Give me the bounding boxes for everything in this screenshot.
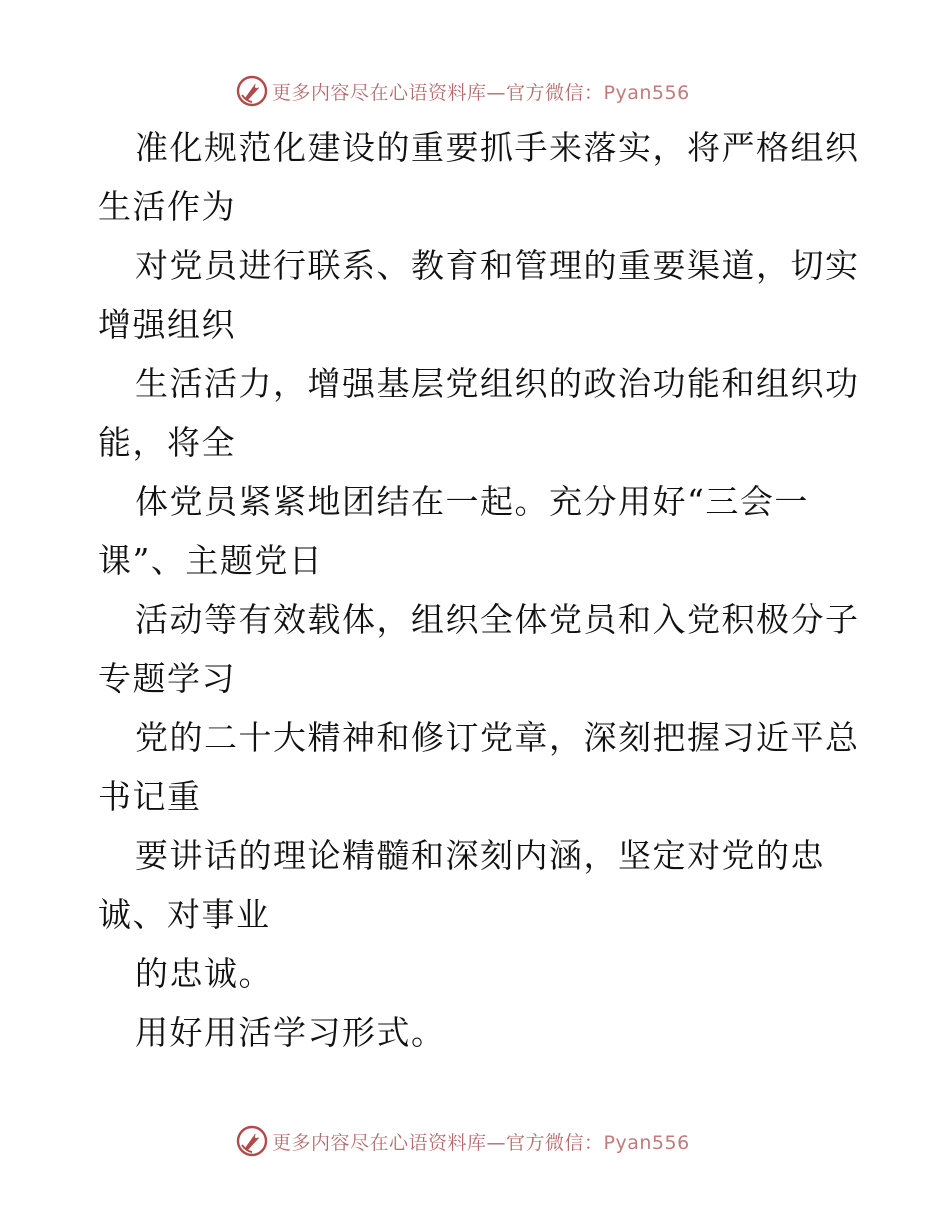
watermark-wechat-id: Pyan556	[603, 81, 690, 104]
document-body	[98, 118, 858, 1062]
watermark-separator: —	[486, 1131, 507, 1154]
watermark-label: 官方微信：	[506, 1131, 604, 1154]
paragraph-line: 专题学习	[98, 659, 236, 698]
paragraph-line: 党的二十大精神和修订党章，深刻把握习近平总	[135, 718, 860, 757]
footer-watermark	[236, 1124, 690, 1158]
watermark-separator: —	[486, 81, 507, 104]
paragraph-line: 书记重	[98, 777, 202, 816]
paragraph-line: 生活活力，增强基层党组织的政治功能和组织功	[135, 364, 860, 403]
paragraph-line: 体党员紧紧地团结在一起。充分用好“三会一	[135, 482, 809, 521]
header-watermark	[236, 74, 690, 108]
pen-nib-logo-icon	[236, 75, 268, 107]
paragraph-line: 增强组织	[98, 305, 236, 344]
paragraph-line: 的忠诚。	[135, 954, 273, 993]
paragraph-line: 能，将全	[98, 423, 236, 462]
paragraph-line: 生活作为	[98, 187, 236, 226]
paragraph-line: 课”、主题党日	[98, 541, 324, 580]
watermark-wechat-id: Pyan556	[603, 1131, 690, 1154]
watermark-brand-text: 更多内容尽在心语资料库	[272, 1131, 487, 1154]
watermark-brand-text: 更多内容尽在心语资料库	[272, 81, 487, 104]
paragraph-line: 要讲话的理论精髓和深刻内涵，坚定对党的忠	[135, 836, 825, 875]
paragraph-line: 用好用活学习形式。	[135, 1013, 446, 1052]
pen-nib-logo-icon	[236, 1125, 268, 1157]
paragraph-line: 诚、对事业	[98, 895, 271, 934]
watermark-label: 官方微信：	[506, 81, 604, 104]
paragraph-line: 活动等有效载体，组织全体党员和入党积极分子	[135, 600, 860, 639]
paragraph-line: 对党员进行联系、教育和管理的重要渠道，切实	[135, 246, 860, 285]
paragraph-line: 准化规范化建设的重要抓手来落实，将严格组织	[135, 128, 860, 167]
